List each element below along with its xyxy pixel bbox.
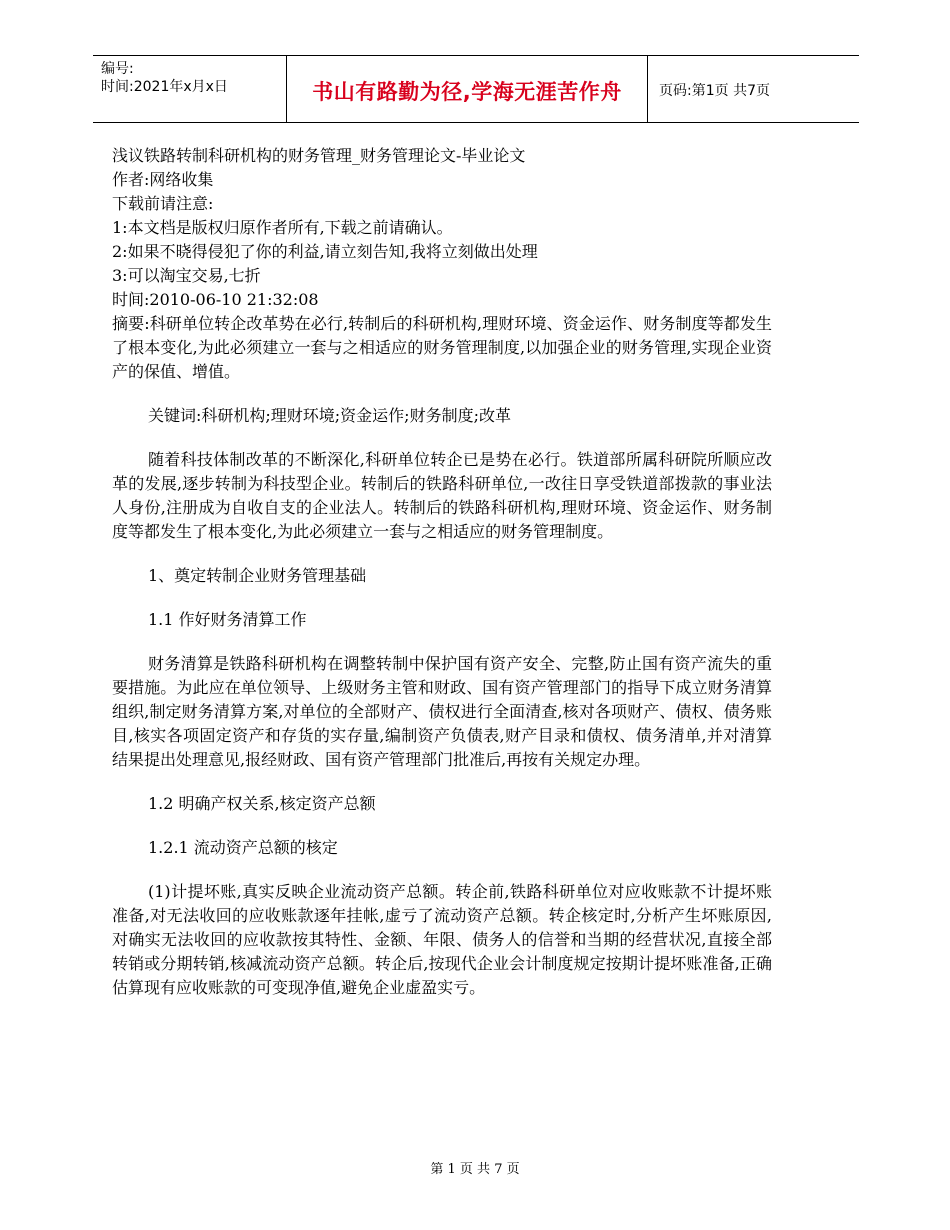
subsection-heading: 1.1 作好财务清算工作 — [148, 610, 307, 629]
notice-heading: 下载前请注意: — [112, 194, 214, 213]
document-body — [112, 144, 772, 1000]
number-label: 编号: — [101, 61, 134, 77]
time-line: 时间:2010-06-10 21:32:08 — [112, 290, 319, 309]
subsubsection-heading: 1.2.1 流动资产总额的核定 — [148, 838, 338, 857]
notice-item: 1:本文档是版权归原作者所有,下载之前请确认。 — [112, 218, 453, 237]
keywords: 关键词:科研机构;理财环境;资金运作;财务制度;改革 — [148, 406, 511, 425]
notice-item: 2:如果不晓得侵犯了你的利益,请立刻告知,我将立刻做出处理 — [112, 242, 538, 261]
header-motto-cell — [286, 56, 648, 122]
intro-paragraph: 随着科技体制改革的不断深化,科研单位转企已是势在必行。铁道部所属科研院所顺应改革的发展,逐步转制为科技型企业。转制后的铁路科研单位,一改往日享受铁道部拨款的事业法人身份,注册成为自收自支的企业法人。转制后的铁路科研机构,理财环境、资金运作、财务制度等都发生了根本变化,为此必须建立一套与之相适应的财务管理制度。 — [112, 450, 772, 541]
paragraph: 财务清算是铁路科研机构在调整转制中保护国有资产安全、完整,防止国有资产流失的重要措施。为此应在单位领导、上级财务主管和财政、国有资产管理部门的指导下成立财务清算组织,制定财务清算方案,对单位的全部财产、债权进行全面清查,核对各项财产、债权、债务账目,核实各项固定资产和存货的实存量,编制资产负债表,财产目录和债权、债务清单,并对清算结果提出处理意见,报经财政、国有资产管理部门批准后,再按有关规定办理。 — [112, 654, 772, 769]
section-heading: 1、奠定转制企业财务管理基础 — [148, 566, 367, 585]
doc-title: 浅议铁路转制科研机构的财务管理_财务管理论文-毕业论文 — [112, 146, 526, 165]
header-left — [101, 60, 228, 96]
time-label: 时间:2021年x月x日 — [101, 79, 228, 95]
page-info: 页码:第1页 共7页 — [659, 83, 770, 99]
subsection-heading: 1.2 明确产权关系,核定资产总额 — [148, 794, 376, 813]
page-footer: 第 1 页 共 7 页 — [430, 1162, 520, 1177]
author-line: 作者:网络收集 — [112, 170, 214, 189]
motto: 书山有路勤为径,学海无涯苦作舟 — [312, 80, 622, 104]
paragraph: (1)计提坏账,真实反映企业流动资产总额。转企前,铁路科研单位对应收账款不计提坏账准备,对无法收回的应收账款逐年挂帐,虚亏了流动资产总额。转企核定时,分析产生坏账原因,对确实无法收回的应收款按其特性、金额、年限、债务人的信誉和当期的经营状况,直接全部转销或分期转销,核减流动资产总额。转企后,按现代企业会计制度规定按期计提坏账准备,正确估算现有应收账款的可变现净值,避免企业虚盈实亏。 — [112, 882, 772, 997]
page-header — [93, 55, 859, 123]
abstract: 摘要:科研单位转企改革势在必行,转制后的科研机构,理财环境、资金运作、财务制度等都发生了根本变化,为此必须建立一套与之相适应的财务管理制度,以加强企业的财务管理,实现企业资产的保值、增值。 — [112, 314, 772, 381]
notice-item: 3:可以淘宝交易,七折 — [112, 266, 261, 285]
